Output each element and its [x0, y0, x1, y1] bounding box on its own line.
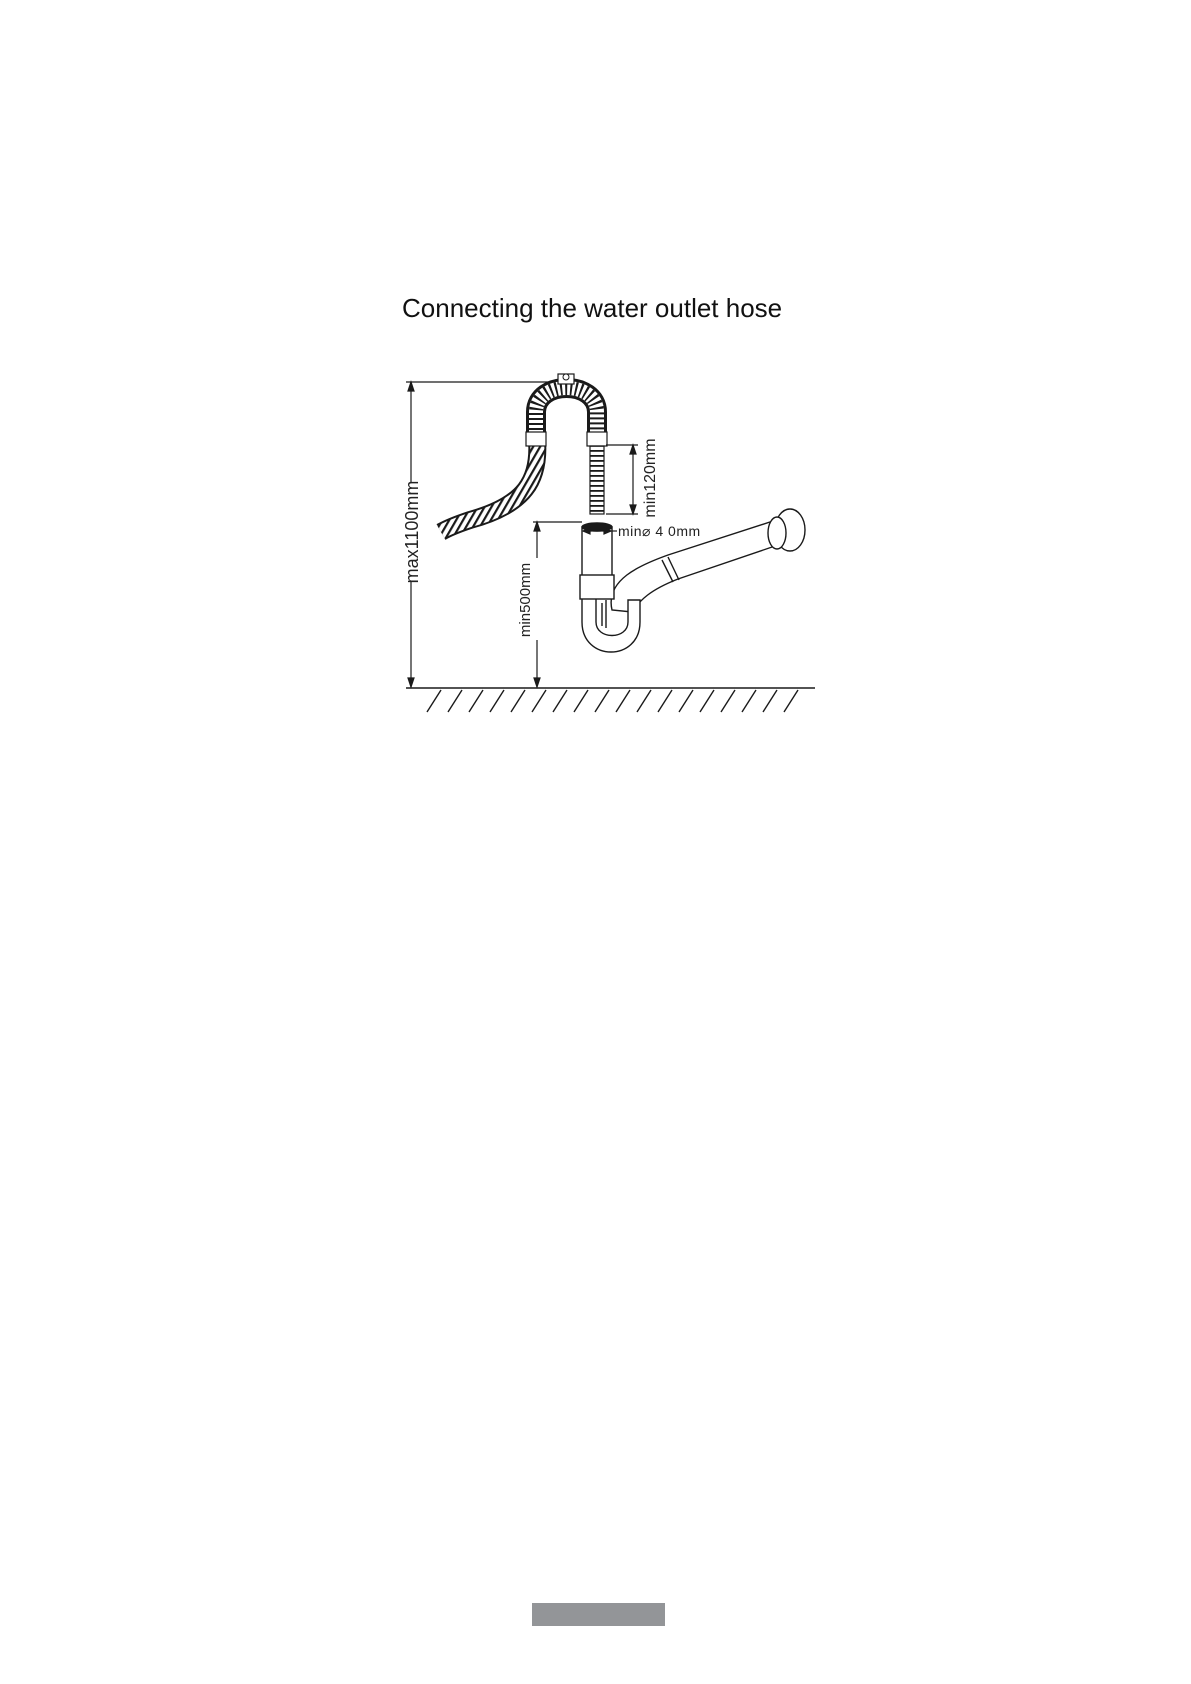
- drain-height-label: min500mm: [517, 562, 534, 638]
- hook-min-dimension: [606, 445, 638, 514]
- drain-height-dimension: [533, 522, 582, 687]
- hook-min-label: min120mm: [642, 438, 659, 518]
- page-title: Connecting the water outlet hose: [402, 293, 783, 323]
- diameter-label: min⌀ 4 0mm: [618, 523, 701, 539]
- max-height-label: max1100mm: [402, 480, 422, 584]
- floor: [406, 688, 815, 712]
- drain-hose: [441, 374, 607, 532]
- page-number-bar: [532, 1603, 665, 1626]
